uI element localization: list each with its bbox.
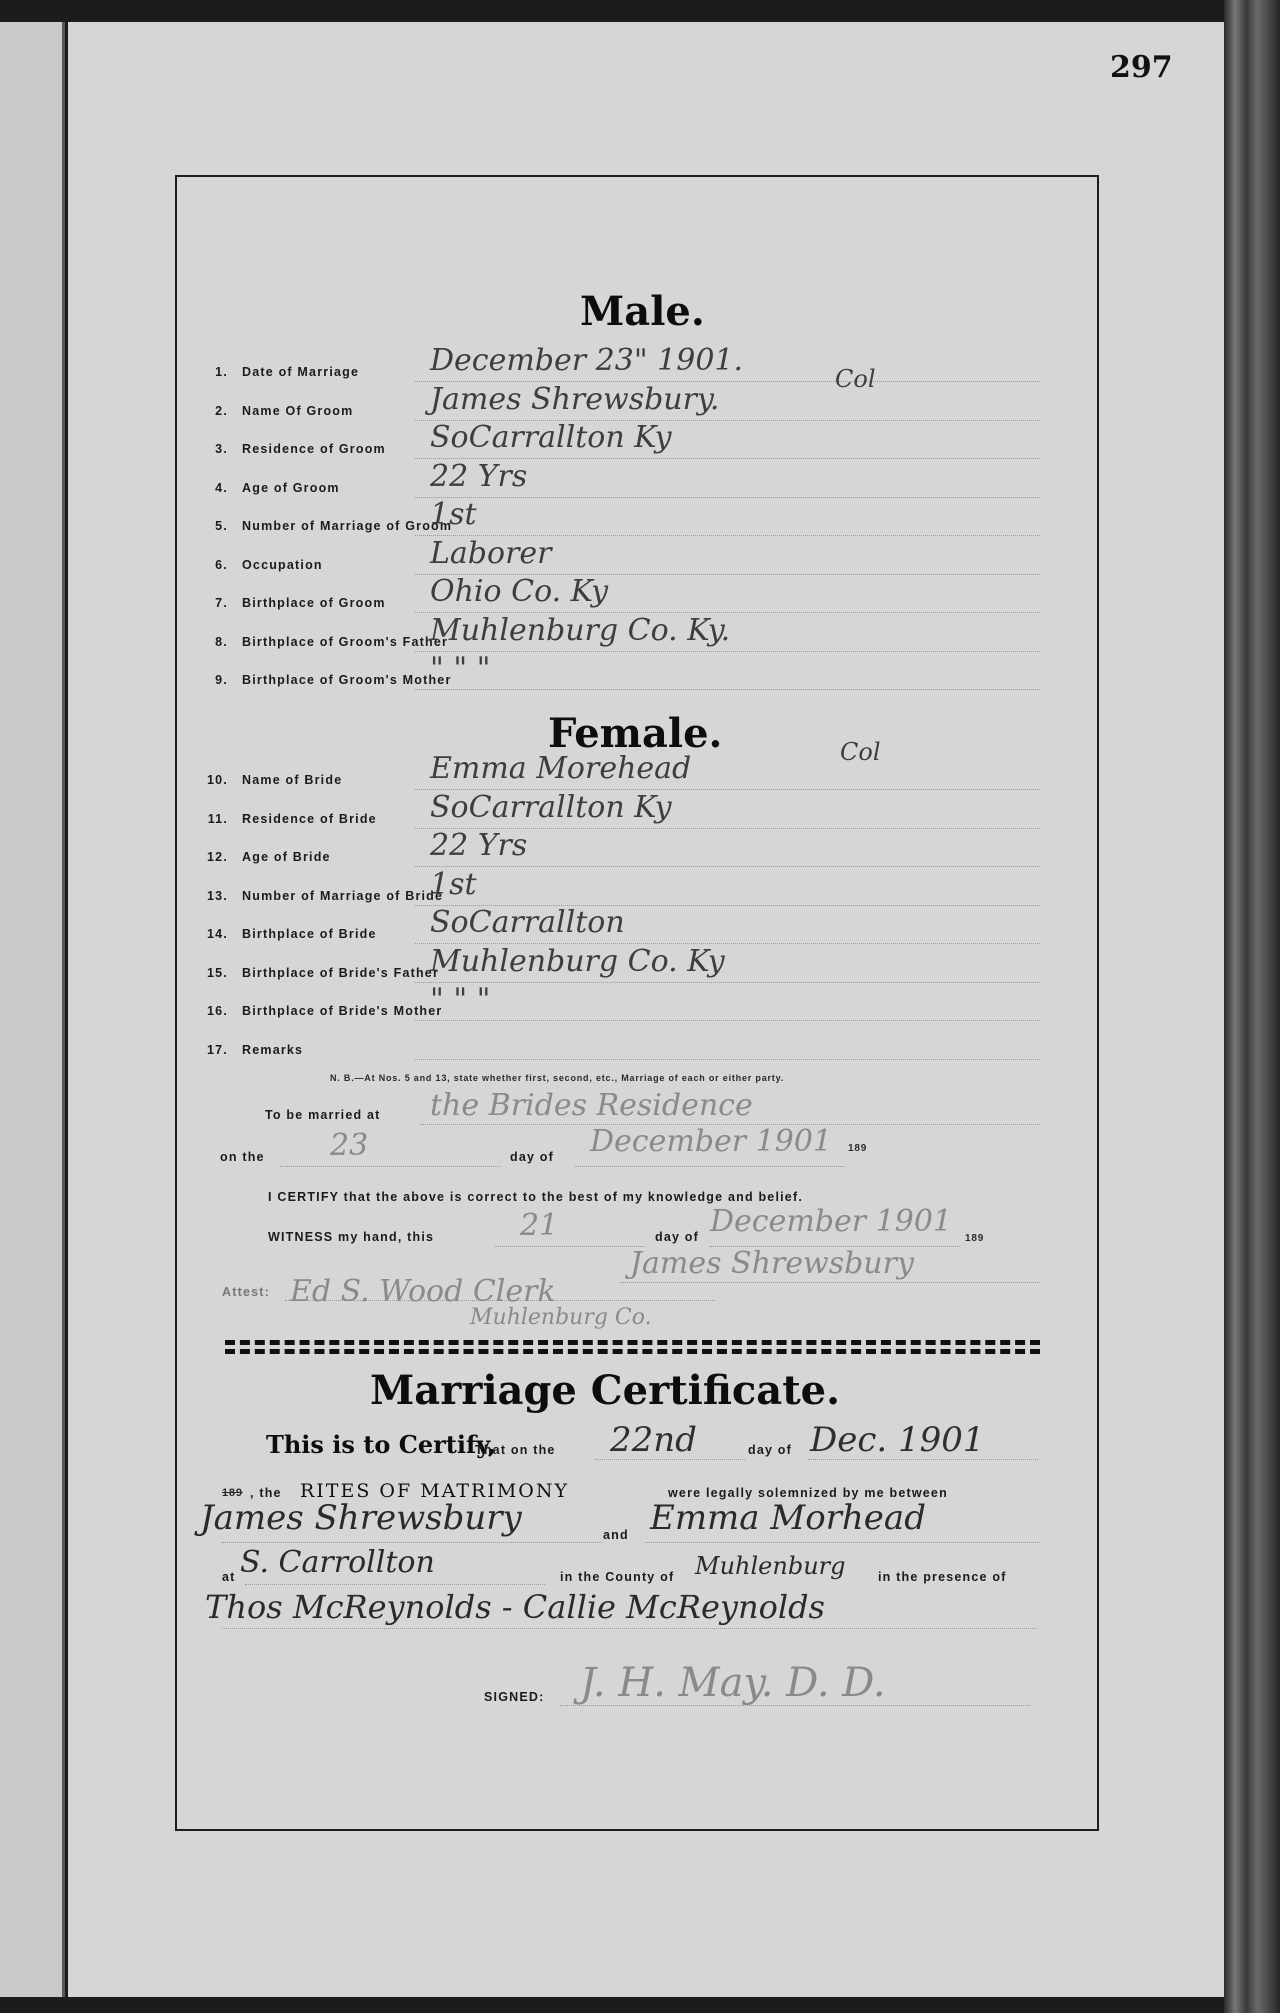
field-label-text: Residence of Bride [242,811,377,826]
groom-col-note: Col [835,365,876,393]
section-divider [225,1340,1040,1354]
field-line [415,866,1040,867]
field-label-text: Birthplace of Groom's Father [242,634,449,649]
rites-post: were legally solemnized by me between [668,1486,948,1500]
field-number: 8. [215,634,228,649]
certificate-heading: Marriage Certificate. [370,1367,841,1414]
signed-value: J. H. May. D. D. [580,1660,886,1706]
rites-of-matrimony: RITES OF MATRIMONY [300,1480,570,1502]
field-value: 22 Yrs [430,828,528,863]
field-label [196,558,323,572]
field-number: 13. [207,888,228,903]
on-the-label: on the [220,1150,265,1164]
left-page-edge [0,22,65,1997]
field-value: 1st [430,866,477,902]
field-number: 1. [215,365,228,379]
field-number: 11. [207,811,228,826]
cert-groom-value: James Shrewsbury [200,1498,522,1538]
field-label-text: Date of Marriage [242,365,360,379]
field-label-text: Birthplace of Groom [242,596,386,610]
field-label-text: Birthplace of Bride [242,927,377,941]
cert-place-line [245,1584,545,1585]
field-number: 16. [207,1004,228,1018]
field-line [415,651,1040,652]
field-number: 12. [207,850,228,864]
field-label-text: Birthplace of Groom's Mother [242,673,452,687]
form-note: N. B.—At Nos. 5 and 13, state whether first, second, etc., Marriage of each or either party. [330,1073,785,1083]
attest-label: Attest: [222,1285,270,1299]
field-label [196,519,452,533]
field-label-text: Number of Marriage of Bride [242,888,444,903]
field-value: Emma Morehead [430,751,692,786]
cert-witnesses-line [222,1628,1037,1629]
applicant-signature-line [620,1282,1040,1283]
on-day-of-label: day of [510,1150,555,1164]
field-label [196,365,359,379]
field-label-text: Occupation [242,557,323,572]
field-value: SoCarrallton Ky [430,789,672,825]
cert-and-label: and [603,1528,629,1542]
field-line [415,1059,1040,1060]
field-label [196,481,340,495]
field-value: James Shrewsbury. [430,381,720,417]
field-number: 14. [207,927,228,941]
field-value: SoCarrallton [430,905,625,940]
witness-day-value: 21 [520,1208,559,1243]
on-day-line [280,1166,500,1167]
witness-year-suffix: 189 [965,1233,985,1244]
cert-day-value: 22nd [610,1420,697,1460]
bride-col-note: Col [840,738,881,766]
field-line [415,982,1040,983]
attest-value: Ed S. Wood Clerk [290,1274,556,1309]
field-value: SoCarrallton Ky [430,420,672,455]
witness-label: WITNESS my hand, this [268,1230,435,1244]
field-label [196,850,331,864]
field-label-text: Remarks [242,1042,304,1057]
female-heading: Female. [548,710,723,757]
witness-day-line [495,1246,645,1247]
field-label [196,596,386,610]
male-heading: Male. [580,288,705,335]
field-value: " " " [430,982,491,1017]
field-label-text: Name Of Groom [242,403,354,418]
that-on-label: That on the [475,1443,556,1457]
cert-county-value: Muhlenburg [695,1552,846,1580]
cert-bride-line [645,1542,1040,1543]
cert-year-prefix: 189 [222,1487,243,1499]
field-value: Ohio Co. Ky [430,574,609,609]
witness-day-of-label: day of [655,1230,700,1244]
cert-witnesses-value: Thos McReynolds - Callie McReynolds [205,1588,825,1626]
book-spine-edge [1224,0,1280,2013]
field-label [196,966,439,980]
cert-day-of-label: day of [748,1443,793,1457]
field-label [196,1043,303,1057]
field-number: 7. [215,596,228,610]
field-label-text: Name of Bride [242,773,343,787]
field-value: Muhlenburg Co. Ky. [430,612,731,648]
field-label [196,889,443,903]
field-label [196,773,342,787]
field-value: December 23" 1901. [430,343,744,378]
applicant-signature: James Shrewsbury [630,1246,914,1281]
field-label [196,635,448,649]
field-label [196,442,386,456]
field-number: 3. [215,442,228,456]
on-month-line [575,1166,845,1167]
field-value: Muhlenburg Co. Ky [430,943,725,979]
cert-presence-label: in the presence of [878,1570,1007,1584]
field-line [415,1020,1040,1021]
cert-bride-value: Emma Morhead [650,1498,926,1538]
field-value: " " " [430,651,491,686]
certify-lead: This is to Certify, [266,1430,497,1459]
field-label [196,673,452,687]
field-line [415,689,1040,690]
cert-groom-line [222,1542,602,1543]
field-number: 9. [215,673,228,687]
page-number: 297 [1110,50,1173,85]
field-number: 2. [215,403,228,418]
attest-sub-value: Muhlenburg Co. [470,1305,652,1330]
married-at-label: To be married at [265,1108,381,1122]
field-number: 4. [215,480,228,495]
cert-county-label: in the County of [560,1570,675,1584]
on-day-value: 23 [330,1128,369,1163]
field-number: 6. [215,557,228,572]
field-value: 1st [430,497,477,532]
field-label-text: Number of Marriage of Groom [242,519,453,533]
on-month-value: December 1901 [590,1124,832,1159]
field-value: 22 Yrs [430,458,528,494]
field-label-text: Age of Groom [242,480,340,495]
cert-at-label: at [222,1570,236,1584]
field-label [196,927,377,941]
field-label [196,404,353,418]
field-label-text: Residence of Groom [242,442,386,456]
field-number: 15. [207,965,228,980]
field-label [196,1004,442,1018]
field-number: 17. [207,1042,228,1057]
field-label-text: Birthplace of Bride's Father [242,965,440,980]
field-number: 10. [207,773,228,787]
rites-pre: , the [250,1486,282,1500]
cert-place-value: S. Carrollton [240,1545,435,1580]
on-year-suffix: 189 [848,1143,868,1154]
field-label [196,812,377,826]
married-at-value: the Brides Residence [430,1088,753,1123]
cert-month-value: Dec. 1901 [810,1420,985,1460]
field-number: 5. [215,519,228,533]
certify-statement: I CERTIFY that the above is correct to the best of my knowledge and belief. [268,1190,803,1204]
signed-label: SIGNED: [484,1690,545,1704]
witness-month-value: December 1901 [710,1204,952,1239]
field-label-text: Birthplace of Bride's Mother [242,1004,443,1018]
field-line [415,497,1040,498]
field-value: Laborer [430,535,552,571]
field-label-text: Age of Bride [242,850,331,864]
